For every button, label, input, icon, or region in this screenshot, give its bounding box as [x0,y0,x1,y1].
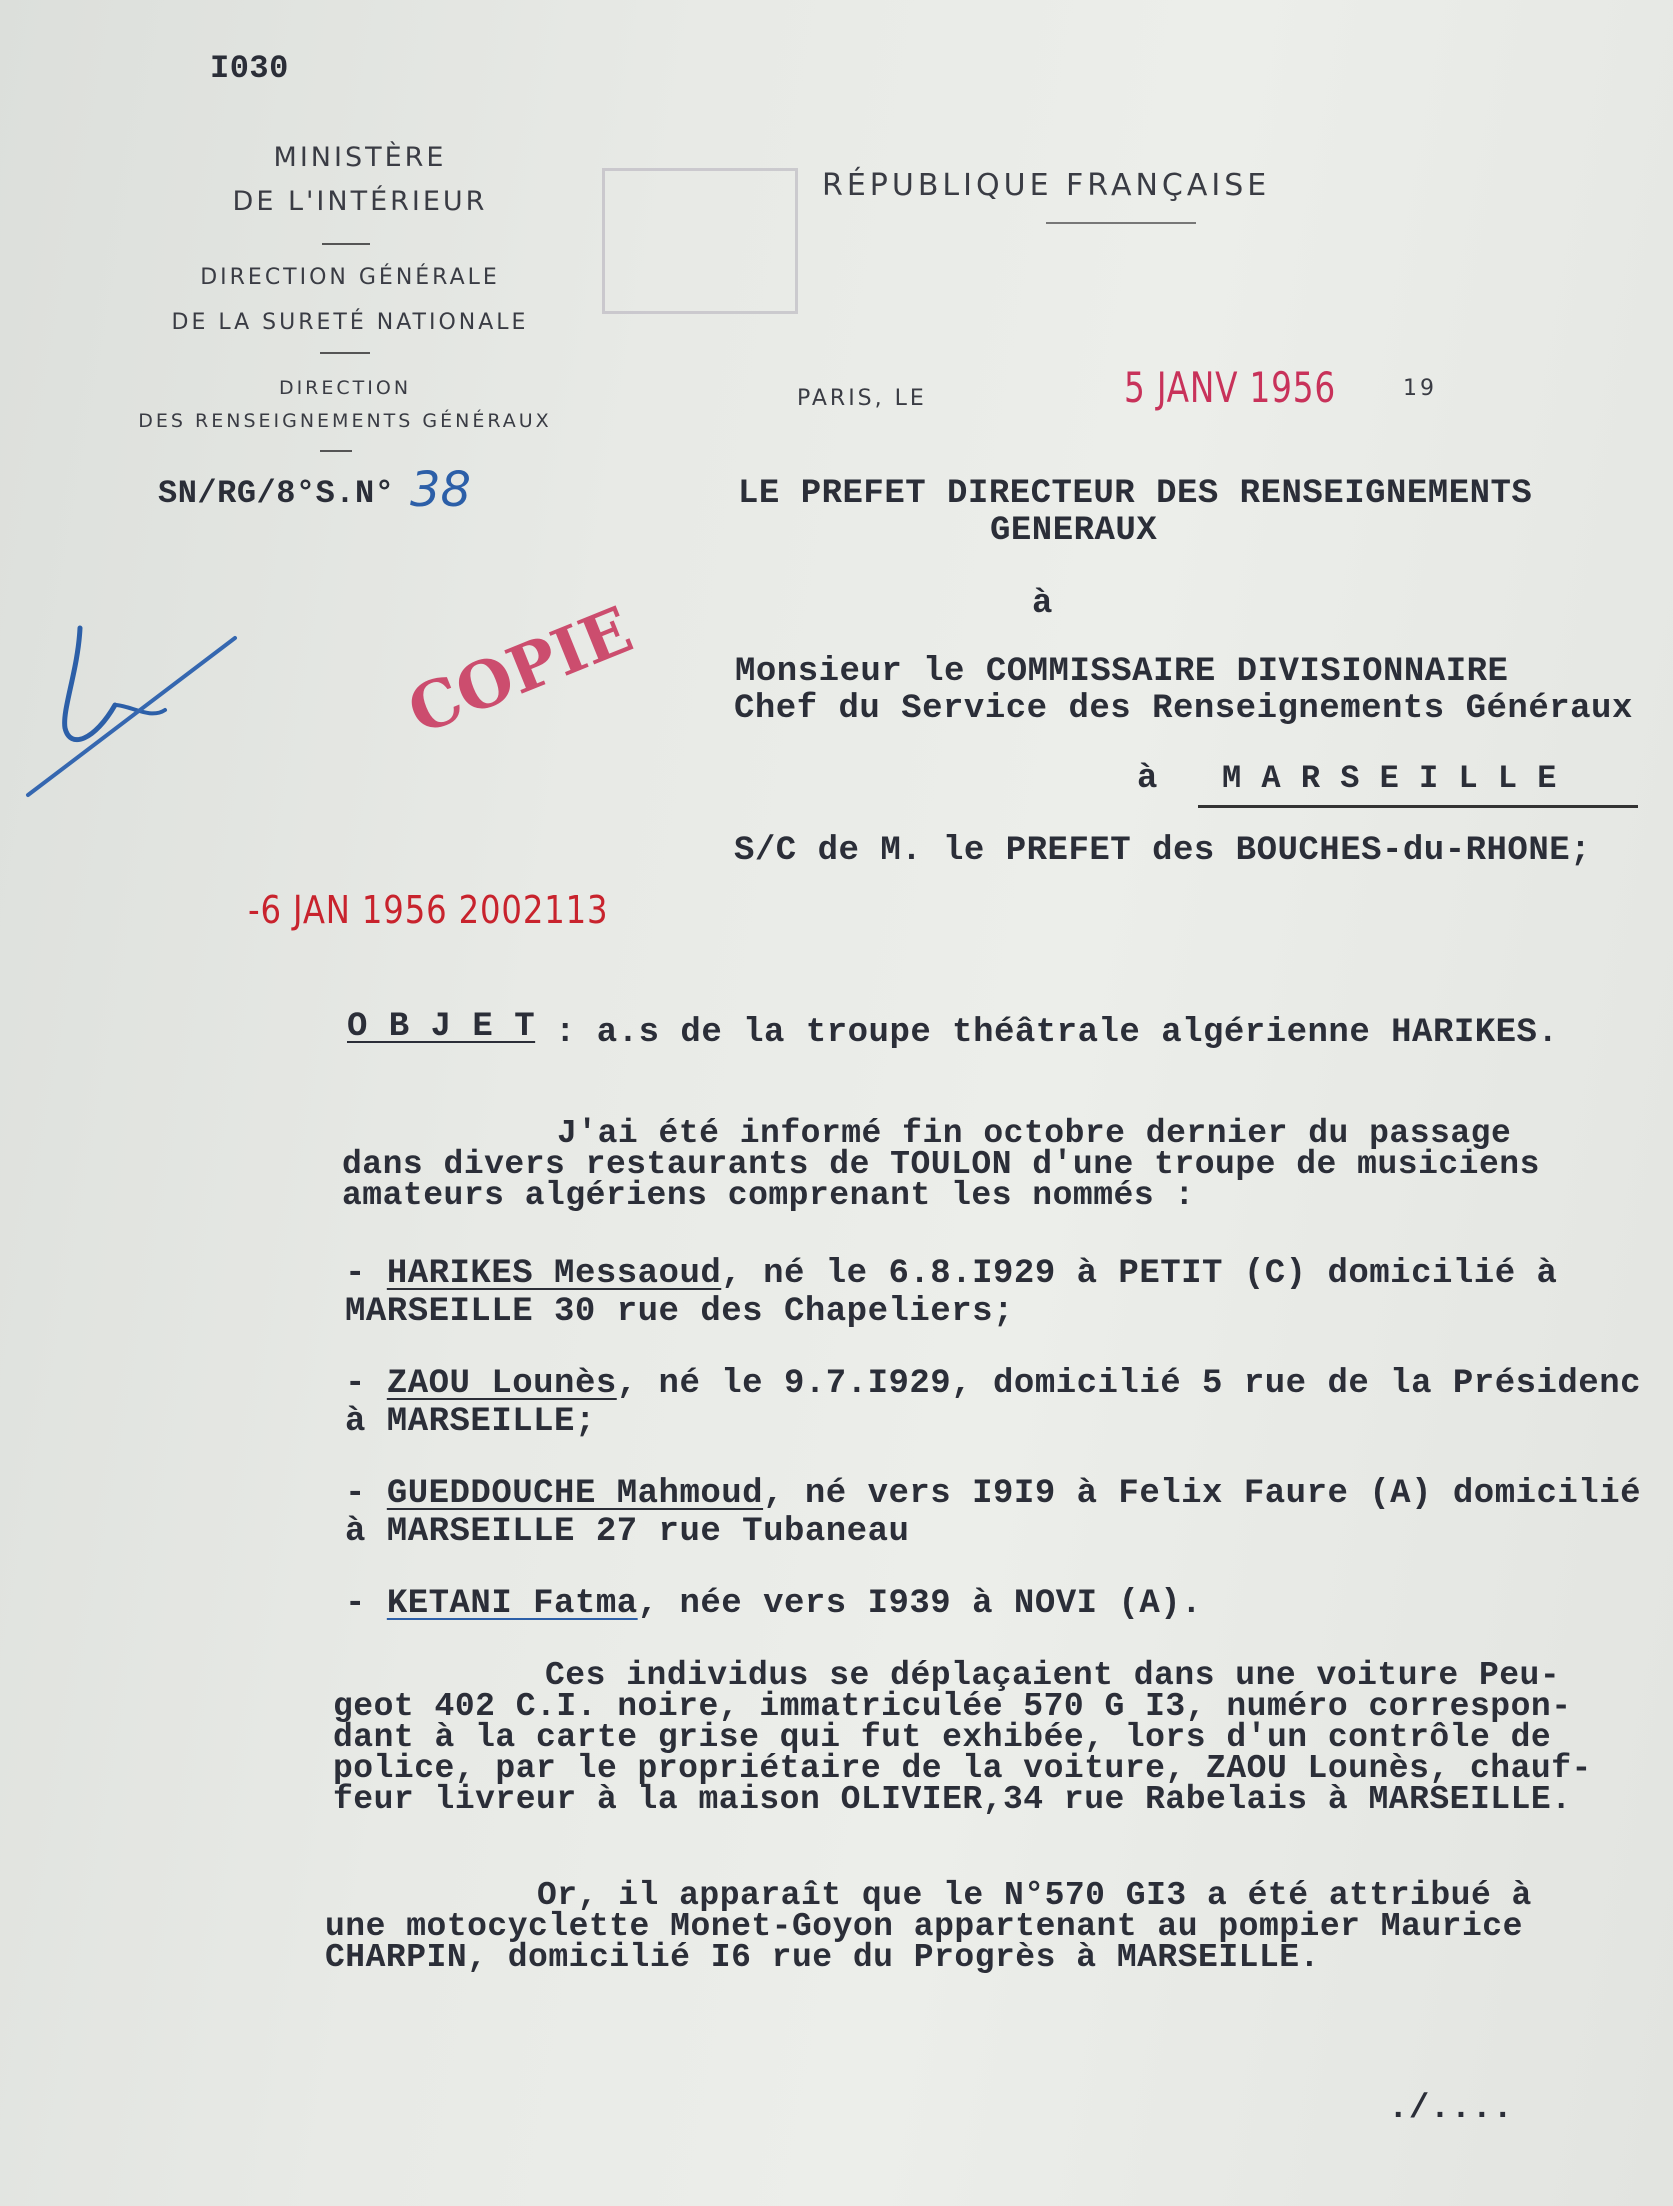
faded-stamp [602,168,798,314]
recipient-city: M A R S E I L L E [1222,760,1557,797]
person-name: HARIKES Messaoud [386,1255,722,1293]
person-details: , né vers I9I9 à Felix Faure (A) domicilié à MARSEILLE 27 rue Tubaneau [345,1475,1642,1551]
divider [320,352,370,354]
person-details: , né le 6.8.I929 à PETIT (C) domicilié à MARSEILLE 30 rue des Chapeliers; [345,1255,1558,1331]
copie-stamp: COPIE [398,592,643,750]
person-name: KETANI Fatma [386,1585,638,1623]
objet-label: O B J E T [347,1008,536,1046]
divider [1046,222,1196,224]
list-dash: - [345,1255,387,1293]
to-word: à [1032,585,1053,623]
directorate-general-line2: DE LA SURETÉ NATIONALE [171,310,529,335]
list-item [345,1255,1557,1331]
person-name: GUEDDOUCHE Mahmoud [386,1475,764,1513]
handwritten-signature-mark [20,610,250,810]
vehicle-paragraph: Ces individus se déplaçaient dans une voiture Peu- geot 402 C.I. noire, immatriculée 570 G I3, numéro correspon- dant à la carte grise qui fut exhibée, lors d'un contrôle de police, par le propriétaire de la voiture, ZAOU Lounès, chauf- feur livreur à la maison OLIVIER,34 rue Rabelais à MARSEILLE. [333,1657,1592,1818]
received-stamp: -6 JAN 1956 2002113 [248,888,609,932]
reference-code: SN/RG/8°S.N° [158,475,395,512]
list-dash: - [345,1585,387,1623]
ministry-line2: DE L'INTÉRIEUR [232,186,488,217]
intro-paragraph: J'ai été informé fin octobre dernier du passage dans divers restaurants de TOULON d'une troupe de musiciens amateurs algériens comprenant les nommés : [342,1115,1540,1214]
list-item [345,1365,1641,1441]
recipient-via: S/C de M. le PREFET des BOUCHES-du-RHONE; [734,832,1592,870]
directorate-line2: DES RENSEIGNEMENTS GÉNÉRAUX [138,410,552,432]
handwritten-reference-number: 38 [410,462,472,518]
list-dash: - [345,1475,387,1513]
divider [322,243,370,245]
person-details: , né le 9.7.I929, domicilié 5 rue de la Présidenc à MARSEILLE; [345,1365,1642,1441]
recipient-line2: Chef du Service des Renseignements Généraux [734,690,1633,728]
objet-text: : a.s de la troupe théâtrale algérienne HARIKES. [555,1014,1559,1052]
directorate-general-line1: DIRECTION GÉNÉRALE [200,265,500,290]
list-item [345,1475,1641,1551]
republic-heading: RÉPUBLIQUE FRANÇAISE [822,168,1271,203]
recipient-line1: Monsieur le COMMISSAIRE DIVISIONNAIRE [735,653,1509,691]
continuation-mark: ./.... [1388,2090,1514,2128]
sender-line1: LE PREFET DIRECTEUR DES RENSEIGNEMENTS [738,475,1533,513]
list-dash: - [345,1365,387,1403]
city-underline [1198,805,1638,808]
person-name: ZAOU Lounès [386,1365,617,1403]
place-label: PARIS, LE [797,386,927,411]
recipient-city-prefix: à [1137,760,1158,798]
date-stamp: 5 JANV 1956 [1124,363,1337,412]
file-number: I030 [210,50,289,87]
directorate-line1: DIRECTION [278,377,412,399]
registration-paragraph: Or, il apparaît que le N°570 GI3 a été attribué à une motocyclette Monet-Goyon appartenant au pompier Maurice CHARPIN, domicilié I6 rue du Progrès à MARSEILLE. [325,1877,1532,1976]
sender-line2: GENERAUX [990,512,1158,550]
ministry-line1: MINISTÈRE [273,142,447,173]
list-item [345,1585,1202,1623]
person-details: , née vers I939 à NOVI (A). [637,1585,1203,1623]
year-prefix: 19 [1403,376,1437,401]
divider [320,450,352,452]
